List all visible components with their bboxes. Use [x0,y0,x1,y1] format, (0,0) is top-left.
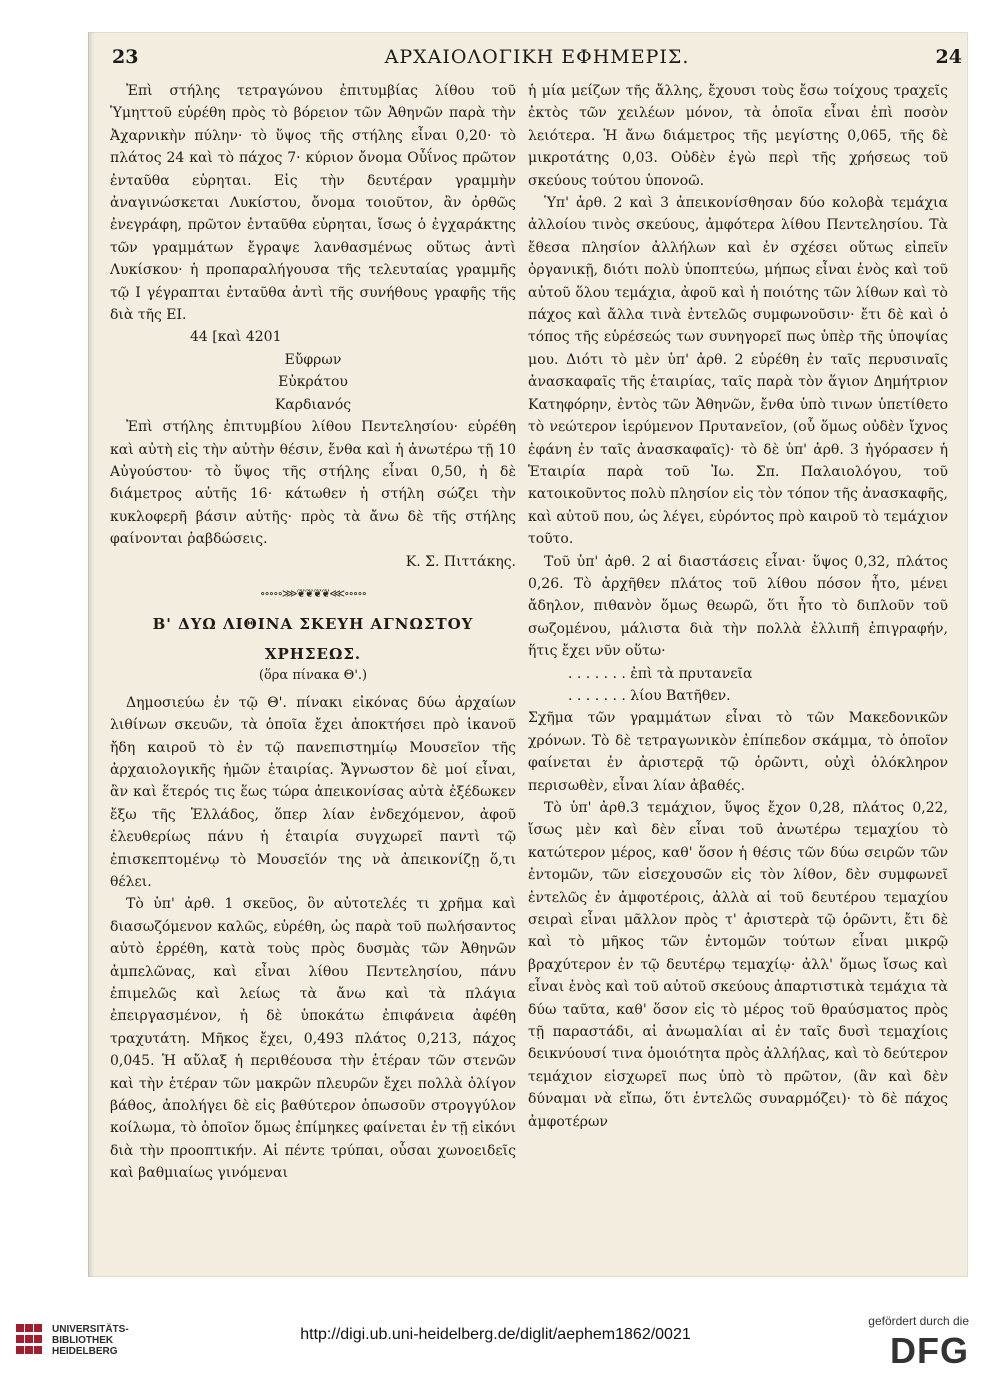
inscription-number: 44 [καὶ 4201 [190,329,282,346]
funded-by-label: gefördert durch die [868,1314,969,1328]
inscription-line: . . . . . . . ἐπὶ τὰ πρυτανεῖα [568,665,753,682]
university-name-line: BIBLIOTHEK [52,1335,114,1346]
inscription-line: Εὔφρων [284,351,342,368]
author-signature: Κ. Σ. Πιττάκης. [405,553,516,570]
inscription-line: Εὐκράτου [278,374,348,391]
page-gutter-shadow [88,32,94,1277]
paragraph: Δημοσιεύω ἐν τῷ Θ'. πίνακι εἰκόνας δύω ἀρχαίων λιθίνων σκευῶν, τὰ ὁποῖα ἔχει ἀποκτήσει πρὸ ἱκανοῦ ἤδη καιροῦ τὸ ἐν τῷ πανεπιστημίῳ Μουσεῖον τῆς ἀρχαιολογικῆς ἡμῶν ἑταιρίας. Ἄγνωστον δὲ μοί εἶναι, ἂν καὶ ἕτερός τις ἕως τώρα ἀπεικονίσας αὐτὰ ἐξέδωκεν ἔξω τῆς Ἑλλάδος, ὅπερ λίαν ἐνδεχόμενον, ἀφοῦ ἐλευθερίως πάνυ ἡ ἑταιρία συγχωρεῖ παντὶ τῷ ἐπισκεπτομένῳ τὸ Μουσεῖόν της νὰ ἀπεικονίζῃ ὅ,τι θέλει. [110,694,516,890]
paragraph: ἡ μία μείζων τῆς ἄλλης, ἔχουσι τοὺς ἔσω τοίχους τραχεῖς ἐκτὸς τῶν χειλέων μόνον, τὰ ὁποῖα εἶναι ἐπὶ ποσὸν λειότερα. Ἡ ἄνω διάμετρος τῆς μεγίστης 0,065, τῆς δὲ μικροτάτης 0,03. Οὐδὲν ἐγὼ περὶ τῆς χρήσεως τοῦ σκεύους τούτου ὑπονοῶ. [528,83,948,189]
page-header [112,46,962,76]
ornament-divider: ∘∘∘∘∘⋙❦❦❦❦⋘∘∘∘∘∘ [259,586,367,600]
paragraph: Τὸ ὑπ' ἀρθ.3 τεμάχιον, ὕψος ἔχον 0,28, πλάτος 0,22, ἴσως μὲν καὶ δὲν εἶναι τοῦ ἀνωτέρω τεμαχίου τὸ κατώτερον μέρος, καθ' ὅσον ἡ θέσις τῶν δύω σειρῶν τῶν ἐντομῶν, τῶν εἰσεχουσῶν εἰς τὸν λίθον, δὲν συμφωνεῖ ἐντελῶς ἐν ἀμφοτέροις, ἀλλὰ αἱ τοῦ δευτέρου τεμαχίου σειραὶ εἶναι μᾶλλον πρὸς τ' ἀριστερὰ τῷ ὁρῶντι, ἔτι δὲ καὶ τὸ μῆκος τῶν ἐντομῶν τούτων εἶναι μικρῷ βραχύτερον ἐν τῷ δευτέρῳ τεμαχίῳ· ἀλλ' ὅμως ἴσως καὶ εἶναι ἑνὸς καὶ τοῦ αὐτοῦ σκεύους ἀπαρτιστικὰ τεμάχια τὰ δύω ταῦτα, καθ' ὅσον εἰς τὸ μέρος τοῦ θραύσματος πρὸς τῇ παραστάδι, αἱ ἀνωμαλίαι αἱ ἐν ταῖς δυσὶ τεμαχίοις δεικνύουσί τινα ὁμοιότητα πρὸς ἀλλήλας, καὶ τὸ δεύτερον τεμάχιον εἰσχωρεῖ πως ὑπὸ τὸ πρῶτον, (ἂν καὶ δὲν δύναμαι νὰ εἴπω, ὅτι ἐντελῶς συναρμόζει)· τὸ δὲ πάχος ἀμφοτέρων [528,800,948,1130]
paragraph: Ὑπ' ἀρθ. 2 καὶ 3 ἀπεικονίσθησαν δύο κολοβὰ τεμάχια ἀλλοίου τινὸς σκεύους, ἀμφότερα λίθου Πεντελησίου. Τὰ ἔθεσα πλησίον ἀλλήλων καὶ ἐν σχέσει οὕτως εἰπεῖν ὀργανικῇ, διότι πολὺ ὑποπτεύω, μήπως εἶναι ἑνὸς καὶ τοῦ αὐτοῦ ὅλου τεμάχια, ἀφοῦ καὶ ἡ ποιότης τῶν λίθων καὶ τὸ πάχος καὶ ἄλλα τινὰ ἐντελῶς συμφωνοῦσιν· ἔτι δὲ καὶ ὁ τόπος τῆς εὑρέσεώς των συνηγορεῖ πως ὑπὲρ τῆς ὑποψίας μου. Διότι τὸ μὲν ὑπ' ἀρθ. 2 εὑρέθη ἐν ταῖς περυσιναῖς ἀνασκαφαῖς τῆς ἑταιρίας, ταῖς παρὰ τὸν ἅγιον Δημήτριον Κατηφόρην, ἐντὸς τῶν Ἀθηνῶν, ἔνθα ὑπὸ τινων ὑπετίθετο τὸ νεώτερον ἱερύμενον Πρυτανεῖον, (οὗ ὅμως οὐδὲν ἴχνος ἐφάνη ἐν ταῖς ἀνασκαφαῖς)· τὸ δὲ ὑπ' ἀρθ. 3 ἠγόρασεν ἡ Ἑταιρία παρὰ τοῦ Ἰω. Σπ. Παλαιολόγου, τοῦ κατοικοῦντος πολὺ πλησίον εἰς τὸν τόπον τῆς ἀνασκαφῆς, καὶ αὐτοῦ που, ὡς λέγει, εὑρόντος πρὸ καιροῦ τὸ τεμάχιον τοῦτο. [528,195,948,548]
paragraph: Τοῦ ὑπ' ἀρθ. 2 αἱ διαστάσεις εἶναι· ὕψος 0,32, πλάτος 0,26. Τὸ ἀρχῆθεν πλάτος τοῦ λίθου πόσον ἦτο, μένει ἄδηλον, πιθανὸν ὅμως θεωρῶ, ὅτι ἦτο τὸ διπλοῦν τοῦ σωζομένου, μάλιστα διὰ τὴν πολλὰ ἐλλιπῆ ἐπιγραφήν, ἥτις ἔχει νῦν οὕτω· [528,553,948,660]
running-title: ΑΡΧΑΙΟΛΟΓΙΚΗ ΕΦΗΜΕΡΙΣ. [384,46,690,68]
paragraph: Τὸ ὑπ' ἀρθ. 1 σκεῦος, ὃν αὐτοτελές τι χρῆμα καὶ διασωζόμενον καλῶς, εὑρέθη, ὡς παρὰ τοῦ πωλήσαντος αὐτὸ ἐρρέθη, κατὰ τοὺς πρὸς δυσμὰς τῶν Ἀθηνῶν ἀμπελῶνας, καὶ εἶναι λίθου Πεντελησίου, πάνυ ἐπιμελῶς καὶ λείως τὰ ἄνω καὶ τὰ πλάγια ἐπειργασμένον, ἡ δὲ ὑποκάτω ἐπιφάνεια ἀφέθη τραχυτάτη. Μῆκος ἔχει, 0,493 πλάτος 0,213, πάχος 0,045. Ἡ αὔλαξ ἡ περιθέουσα τὴν ἑτέραν τῶν στενῶν καὶ τὴν ἑτέραν τῶν μακρῶν πλευρῶν ἔχει πολλὰ ὀλίγον βάθος, ἀπολήγει δὲ εἰς βαθύτερον ὁπωσοῦν στρογγύλον κοίλωμα, τὸ ὁποῖον ὅμως ἐπίμηκες φαίνεται ἐν τῇ εἰκόνι διὰ τὴν προοπτικήν. Αἱ πέντε τρύπαι, οὖσαι χωνοειδεῖς καὶ βαθμιαίως γινόμεναι [110,896,516,1182]
paragraph: Σχῆμα τῶν γραμμάτων εἶναι τὸ τῶν Μακεδονικῶν χρόνων. Τὸ δὲ τετραγωνικὸν ἐπίπεδον σκάμμα, τὸ ὁποῖον φαίνεται ἐν ἀριστερᾷ τῷ ὁρῶντι, οὐχὶ ὁλόκληρον περισωθὲν, εἶναι λίαν ἀβαθές. [528,710,948,794]
right-page-number: 24 [935,46,962,68]
university-name-line: HEIDELBERG [52,1346,118,1357]
inscription-line: Καρδιανός [274,396,352,413]
right-column [528,80,948,1133]
inscription-line: . . . . . . . λίου Βατῆθεν. [568,687,731,704]
source-url-link[interactable]: http://digi.ub.uni-heidelberg.de/diglit/aephem1862/0021 [300,1326,691,1343]
dfg-logo-icon[interactable]: DFG [890,1330,969,1371]
left-page-number: 23 [112,46,139,68]
section-title-continued: ΧΡΗΣΕΩΣ. [264,645,362,664]
university-name-line: UNIVERSITÄTS- [52,1324,129,1335]
left-column [110,80,516,1185]
page-footer [0,1300,991,1374]
section-title: Β' ΔΥΩ ΛΙΘΙΝΑ ΣΚΕΥΗ ΑΓΝΩΣΤΟΥ [152,615,474,634]
paragraph: Ἐπὶ στήλης ἐπιτυμβίου λίθου Πεντελησίου· εὑρέθη καὶ αὐτὴ εἰς τὴν αὐτὴν θέσιν, ἔνθα καὶ ἡ ἀνωτέρω τῇ 10 Αὐγούστου· τὸ ὕψος τῆς στήλης εἶναι 0,50, ἡ δὲ διάμετρος αὐτῆς 16· κάτωθεν ἡ στήλη σώζει τὴν κυκλοφερῆ βάσιν αὐτῆς· πρὸς τὰ ἄνω δὲ τῆς στήλης φαίνονται ῥαβδώσεις. [110,419,516,548]
paragraph: Ἐπὶ στήλης τετραγώνου ἐπιτυμβίας λίθου τοῦ Ὑμηττοῦ εὑρέθη πρὸς τὸ βόρειον τῶν Ἀθηνῶν παρὰ τὴν Ἀχαρνικὴν πύλην· τὸ ὕψος τῆς στήλης εἶναι 0,20· τὸ πλάτος 24 καὶ τὸ πάχος 7· κύριον ὄνομα Οὖΐνος πρῶτον ἐνταῦθα εὑρηται. Εἰς τὴν δευτέραν γραμμὴν ἀναγινώσκεται Λυκίστου, ὄνομα τοιοῦτον, ἂν ὀρθῶς ἐνεγράφη, πρῶτον ἐνταῦθα εὑρηται, ἴσως ὁ ἐγχαράκτης τῶν γραμμάτων ἔγραψε λανθασμένως οὕτως ἀντὶ Λυκίσκου· ἡ προπαραλήγουσα τῆς τελευταίας γραμμῆς τῷ Ι γέγραπται ἐνταῦθα ἀντὶ τῆς συνήθους γραφῆς τῆς διὰ τῆς ΕΙ. [110,83,516,324]
section-subtitle: (ὅρα πίνακα Θ'.) [258,668,368,684]
